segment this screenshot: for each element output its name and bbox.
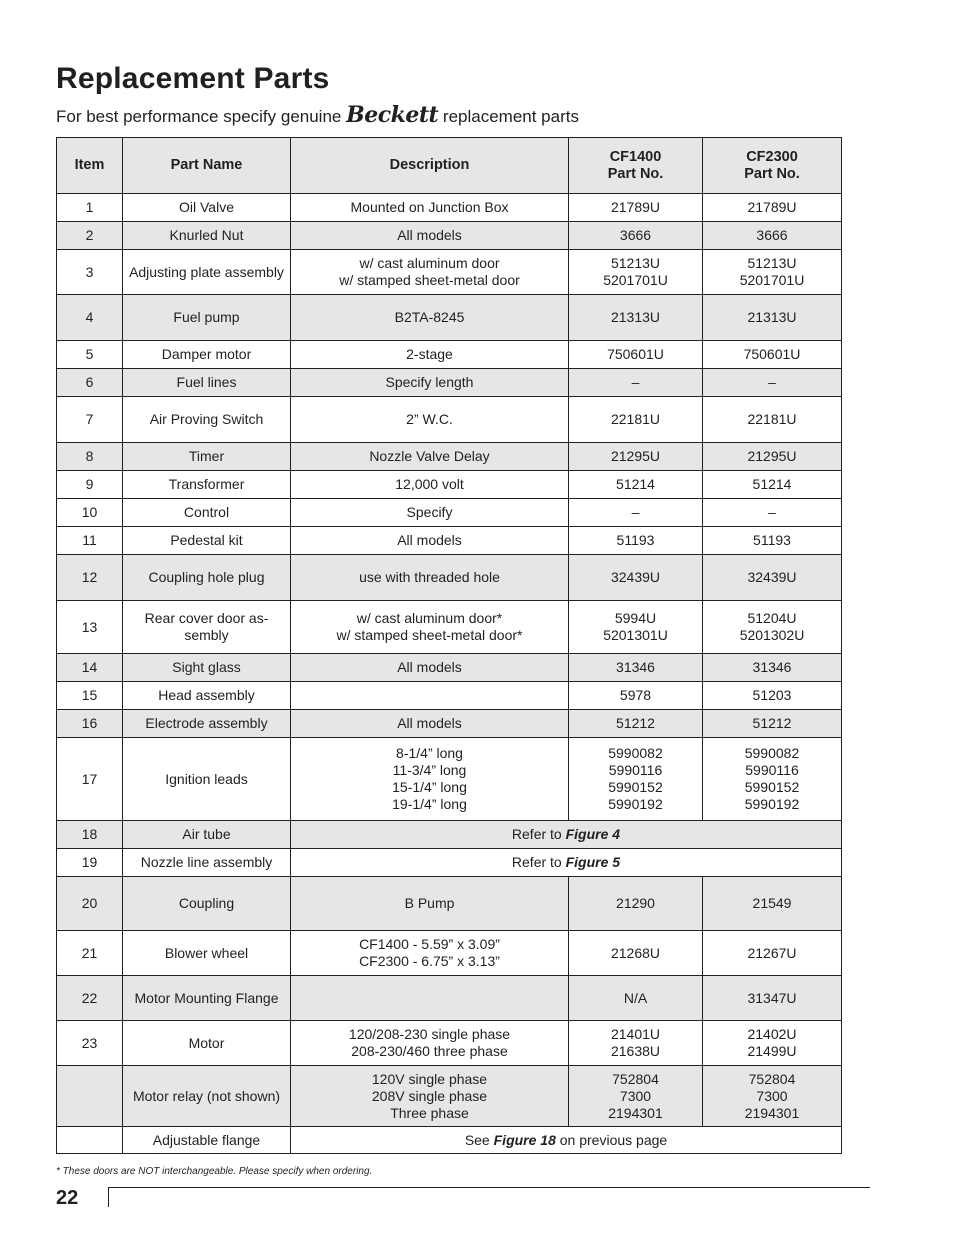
cf2300-part-number-cell-line: 5990192 [744,796,800,812]
header-item: Item [57,138,123,194]
figure-reference-cell [291,1127,842,1154]
cf2300-part-number-cell-line: 21549 [752,895,792,911]
part-name-cell [123,250,291,295]
table-row [57,849,842,877]
cf1400-part-number-cell-line: 21401U [610,1026,661,1042]
part-name-cell [123,369,291,397]
cf2300-part-number-cell-line: 21313U [747,309,797,325]
table-row [57,194,842,222]
cf2300-part-number-cell [703,499,842,527]
item-number-cell: 11 [57,527,123,555]
description-cell [291,397,569,443]
table-row [57,555,842,601]
cf1400-part-number-cell-line: 750601U [607,346,664,362]
description-cell-line: Mounted on Junction Box [350,199,509,215]
part-name-cell-line: Pedestal kit [170,532,243,548]
cf2300-part-number-cell [703,601,842,654]
part-name-cell [123,738,291,821]
figure-reference-cell [291,849,842,877]
item-number-cell: 15 [57,682,123,710]
cf1400-part-number-cell [569,250,703,295]
brand-wordmark: Beckett [346,102,439,128]
cf1400-part-number-cell-line: – [631,374,640,390]
description-cell [291,1066,569,1127]
cf1400-part-number-cell-line: 5201301U [603,627,668,643]
description-cell-line: 120/208-230 single phase [348,1026,511,1042]
table-row [57,738,842,821]
cf2300-part-number-cell [703,738,842,821]
table-row [57,222,842,250]
description-cell [291,654,569,682]
figure-reference-cell [291,821,842,849]
table-row [57,527,842,555]
part-name-cell-line: Blower wheel [164,944,249,961]
part-name-cell-line: Adjustable flange [152,1131,261,1148]
cf2300-part-number-cell-line: 5990082 [744,745,800,761]
item-number-cell: 5 [57,341,123,369]
description-cell-line: Nozzle Valve Delay [369,448,490,464]
part-name-cell-line: Damper motor [161,346,252,362]
description-cell-line: use with threaded hole [359,569,500,585]
cf2300-part-number-cell-line: 51212 [752,715,792,731]
description-cell [291,710,569,738]
part-name-cell-line: sembly [184,627,229,643]
cf2300-part-number-cell-line: 3666 [756,227,788,243]
cf1400-part-number-cell [569,397,703,443]
header-description: Description [291,138,569,194]
table-row [57,710,842,738]
description-cell [291,682,569,710]
description-cell-line: All models [397,659,462,675]
cf2300-part-number-cell-line: 21499U [747,1043,797,1059]
cf2300-part-number-cell [703,295,842,341]
cf1400-part-number-cell [569,194,703,222]
item-number-cell: 20 [57,877,123,931]
header-cf1400-model: CF1400 [609,148,662,165]
cf1400-part-number-cell [569,555,703,601]
table-row [57,1021,842,1066]
cf2300-part-number-cell [703,443,842,471]
part-name-cell-line: Oil Valve [179,199,234,215]
cf2300-part-number-cell-line: 750601U [743,346,801,362]
header-cf2300-part-label: Part No. [744,165,800,182]
part-name-cell [123,499,291,527]
cf2300-part-number-cell-line: 51193 [753,532,791,548]
table-row [57,1066,842,1127]
part-name-cell-line: Air tube [182,826,231,842]
description-cell-line: w/ stamped sheet-metal door* [336,627,523,643]
description-cell [291,471,569,499]
footnote: * These doors are NOT interchangeable. Please specify when ordering. [56,1166,373,1177]
part-name-cell [123,341,291,369]
item-number-cell: 1 [57,194,123,222]
cf1400-part-number-cell-line: 3666 [619,227,652,243]
part-name-cell-line: Fuel pump [173,309,240,325]
part-name-cell-line: Sight glass [172,659,241,675]
cf2300-part-number-cell-line: 5990152 [744,779,800,795]
part-name-cell [123,1127,291,1154]
part-name-cell-line: Transformer [168,476,245,492]
header-cf1400-part-no [569,138,703,194]
description-cell [291,222,569,250]
description-cell-line: CF1400 - 5.59” x 3.09” [359,936,500,952]
cf2300-part-number-cell [703,527,842,555]
description-cell [291,527,569,555]
page-subtitle [56,102,579,128]
cf2300-part-number-cell [703,877,842,931]
description-cell-line: 2” W.C. [406,411,453,427]
cf1400-part-number-cell [569,931,703,976]
cf2300-part-number-cell [703,976,842,1021]
part-name-cell [123,654,291,682]
cf2300-part-number-cell-line: 51204U [747,610,797,626]
cf2300-part-number-cell [703,397,842,443]
part-name-cell [123,821,291,849]
table-row [57,250,842,295]
cf2300-part-number-cell-line: 21267U [747,944,797,961]
description-cell-line: 19-1/4” long [392,796,467,812]
table-row [57,931,842,976]
cf2300-part-number-cell [703,194,842,222]
description-cell [291,877,569,931]
cf2300-part-number-cell-line: 21402U [747,1026,797,1042]
figure-reference: Figure 18 [493,1131,556,1148]
cf1400-part-number-cell-line: 51212 [616,715,655,731]
item-number-cell: 6 [57,369,123,397]
cf1400-part-number-cell-line: 5990082 [608,745,663,761]
description-cell [291,1021,569,1066]
cf1400-part-number-cell-line: 7300 [619,1087,652,1104]
part-name-cell [123,194,291,222]
cf1400-part-number-cell-line: 5990152 [608,779,663,795]
description-cell-line: All models [397,227,462,243]
figure-reference: Figure 4 [565,826,621,842]
description-cell-line: w/ stamped sheet-metal door [339,272,520,288]
item-number-cell: 14 [57,654,123,682]
part-name-cell [123,1066,291,1127]
table-body [57,194,842,1154]
cf1400-part-number-cell [569,1066,703,1127]
header-cf2300-part-no [703,138,842,194]
cf2300-part-number-cell [703,654,842,682]
part-name-cell-line: Adjusting plate assembly [129,263,284,280]
part-name-cell [123,710,291,738]
part-name-cell-line: Nozzle line assembly [140,854,273,870]
cf2300-part-number-cell-line: 5201701U [739,272,805,288]
item-number-cell: 19 [57,849,123,877]
description-cell [291,931,569,976]
cf2300-part-number-cell [703,222,842,250]
cf2300-part-number-cell-line: 22181U [747,411,797,427]
item-number-cell: 23 [57,1021,123,1066]
part-name-cell-line: Motor [188,1034,225,1051]
description-cell [291,250,569,295]
cf1400-part-number-cell-line: 32439U [610,569,661,585]
cf2300-part-number-cell [703,710,842,738]
part-name-cell-line: Electrode assembly [145,715,268,731]
cf2300-part-number-cell-line: 31347U [747,989,797,1006]
cf1400-part-number-cell-line: 5978 [619,687,652,703]
description-cell-line: 120V single phase [371,1070,488,1087]
cf2300-part-number-cell [703,1021,842,1066]
description-cell [291,194,569,222]
cf2300-part-number-cell-line: 32439U [747,569,797,585]
table-row [57,654,842,682]
cf1400-part-number-cell-line: 21268U [610,944,661,961]
part-name-cell [123,976,291,1021]
cf2300-part-number-cell-line: – [768,504,776,520]
cf1400-part-number-cell [569,499,703,527]
cf1400-part-number-cell-line: N/A [623,989,648,1006]
cf1400-part-number-cell-line: 5994U [614,610,657,626]
description-cell-line: 15-1/4” long [392,779,467,795]
item-number-cell: 3 [57,250,123,295]
part-name-cell [123,601,291,654]
item-number-cell: 17 [57,738,123,821]
item-number-cell: 8 [57,443,123,471]
cf1400-part-number-cell-line: 752804 [612,1070,659,1087]
description-cell [291,443,569,471]
cf2300-part-number-cell-line: 51214 [752,476,792,492]
cf1400-part-number-cell-line: 5990192 [608,796,663,812]
description-cell [291,601,569,654]
cf1400-part-number-cell-line: 5201701U [603,272,668,288]
cf2300-part-number-cell [703,341,842,369]
description-cell [291,976,569,1021]
cf2300-part-number-cell [703,369,842,397]
cf1400-part-number-cell-line: 5990116 [608,762,663,778]
cf1400-part-number-cell-line: 21313U [610,309,661,325]
item-number-cell: 22 [57,976,123,1021]
cf1400-part-number-cell-line: 21295U [610,448,661,464]
table-row [57,443,842,471]
table-row [57,877,842,931]
part-name-cell-line: Air Proving Switch [149,411,264,427]
cf1400-part-number-cell-line: – [631,504,640,520]
description-cell [291,555,569,601]
description-cell [291,738,569,821]
cf2300-part-number-cell-line: 7300 [756,1087,788,1104]
table-row [57,471,842,499]
cf1400-part-number-cell-line: 2194301 [608,1104,663,1121]
cf2300-part-number-cell-line: 21295U [747,448,797,464]
description-cell-line: w/ cast aluminum door [359,255,500,271]
cf1400-part-number-cell [569,1021,703,1066]
cf1400-part-number-cell [569,222,703,250]
part-name-cell-line: Motor Mounting Flange [134,989,279,1006]
part-name-cell-line: Timer [188,448,225,464]
cf1400-part-number-cell [569,682,703,710]
part-name-cell-line: Knurled Nut [169,227,244,243]
cf1400-part-number-cell [569,527,703,555]
replacement-parts-table [56,137,842,1154]
part-name-cell-line: Coupling hole plug [148,569,265,585]
cf1400-part-number-cell [569,601,703,654]
cf1400-part-number-cell-line: 51214 [616,476,655,492]
footer-divider-vertical [108,1188,109,1207]
cf2300-part-number-cell-line: – [768,374,776,390]
part-name-cell [123,443,291,471]
cf2300-part-number-cell [703,555,842,601]
table-row [57,369,842,397]
item-number-cell: 10 [57,499,123,527]
header-part-name: Part Name [123,138,291,194]
description-cell-line: CF2300 - 6.75” x 3.13” [359,953,500,969]
table-row [57,499,842,527]
table-row [57,341,842,369]
part-name-cell-line: Fuel lines [176,374,237,390]
part-name-cell-line: Rear cover door as- [144,610,269,626]
cf2300-part-number-cell-line: 51213U [747,255,797,271]
part-name-cell [123,295,291,341]
description-cell [291,341,569,369]
part-name-cell [123,682,291,710]
page-number: 22 [56,1187,79,1209]
cf1400-part-number-cell-line: 51193 [616,532,655,548]
item-number-cell: 13 [57,601,123,654]
part-name-cell-line: Motor relay (not shown) [132,1087,281,1104]
cf2300-part-number-cell [703,250,842,295]
item-number-cell: 4 [57,295,123,341]
description-cell-line: Three phase [390,1104,469,1121]
part-name-cell [123,222,291,250]
table-header-row [57,138,842,194]
item-number-cell: 18 [57,821,123,849]
item-number-cell [57,1127,123,1154]
cf1400-part-number-cell [569,710,703,738]
cf1400-part-number-cell [569,369,703,397]
part-name-cell [123,931,291,976]
table-row [57,397,842,443]
cf2300-part-number-cell [703,1066,842,1127]
part-name-cell [123,527,291,555]
description-cell [291,295,569,341]
item-number-cell: 21 [57,931,123,976]
cf1400-part-number-cell [569,443,703,471]
cf2300-part-number-cell [703,682,842,710]
cf2300-part-number-cell-line: 2194301 [744,1104,800,1121]
item-number-cell: 7 [57,397,123,443]
item-number-cell: 9 [57,471,123,499]
item-number-cell: 12 [57,555,123,601]
reference-lead-text: See [464,1131,490,1148]
part-name-cell-line: Coupling [178,895,235,911]
table-row [57,682,842,710]
table-row [57,821,842,849]
part-name-cell-line: Ignition leads [165,770,248,787]
table-row [57,976,842,1021]
description-cell [291,499,569,527]
part-name-cell [123,849,291,877]
cf1400-part-number-cell-line: 31346 [616,659,655,675]
description-cell-line: w/ cast aluminum door* [356,610,503,626]
item-number-cell [57,1066,123,1127]
table-row [57,1127,842,1154]
header-cf2300-model: CF2300 [746,148,798,165]
table-row [57,601,842,654]
header-cf1400-part-label: Part No. [607,165,664,182]
subtitle-tail-text: replacement parts [442,107,579,126]
item-number-cell: 2 [57,222,123,250]
cf2300-part-number-cell-line: 51203 [752,687,792,703]
description-cell-line: B Pump [404,895,455,911]
item-number-cell: 16 [57,710,123,738]
cf1400-part-number-cell [569,976,703,1021]
cf2300-part-number-cell [703,931,842,976]
part-name-cell-line: Head assembly [158,687,255,703]
cf1400-part-number-cell [569,738,703,821]
description-cell [291,369,569,397]
footer-divider-horizontal [108,1187,870,1188]
part-name-cell [123,1021,291,1066]
part-name-cell [123,555,291,601]
description-cell-line: 208V single phase [371,1087,488,1104]
table-row [57,295,842,341]
description-cell-line: 12,000 volt [395,476,464,492]
cf1400-part-number-cell [569,877,703,931]
cf1400-part-number-cell [569,341,703,369]
cf1400-part-number-cell-line: 22181U [610,411,661,427]
cf1400-part-number-cell-line: 51213U [610,255,661,271]
cf1400-part-number-cell-line: 21290 [616,895,655,911]
description-cell-line: All models [397,532,462,548]
description-cell-line: All models [397,715,462,731]
description-cell-line: 2-stage [406,346,453,362]
cf1400-part-number-cell [569,471,703,499]
subtitle-lead-text: For best performance specify genuine [56,107,342,126]
part-name-cell [123,471,291,499]
reference-lead-text: Refer to [511,826,562,842]
description-cell-line: Specify [406,504,453,520]
page-title: Replacement Parts [56,62,330,95]
description-cell-line: B2TA-8245 [394,309,465,325]
description-cell-line: 208-230/460 three phase [351,1043,508,1059]
reference-lead-text: Refer to [511,854,562,870]
cf2300-part-number-cell [703,471,842,499]
description-cell-line: 11-3/4” long [392,762,467,778]
cf1400-part-number-cell-line: 21638U [610,1043,661,1059]
cf1400-part-number-cell-line: 21789U [610,199,661,215]
part-name-cell-line: Control [183,504,230,520]
cf1400-part-number-cell [569,295,703,341]
part-name-cell [123,877,291,931]
figure-reference: Figure 5 [565,854,621,870]
cf2300-part-number-cell-line: 5201302U [739,627,805,643]
description-cell-line: Specify length [385,374,474,390]
cf2300-part-number-cell-line: 21789U [747,199,797,215]
description-cell-line: 8-1/4” long [396,745,463,761]
reference-tail-text: on previous page [559,1131,668,1148]
part-name-cell [123,397,291,443]
cf2300-part-number-cell-line: 752804 [748,1070,796,1087]
cf1400-part-number-cell [569,654,703,682]
cf2300-part-number-cell-line: 31346 [752,659,792,675]
cf2300-part-number-cell-line: 5990116 [745,762,799,778]
